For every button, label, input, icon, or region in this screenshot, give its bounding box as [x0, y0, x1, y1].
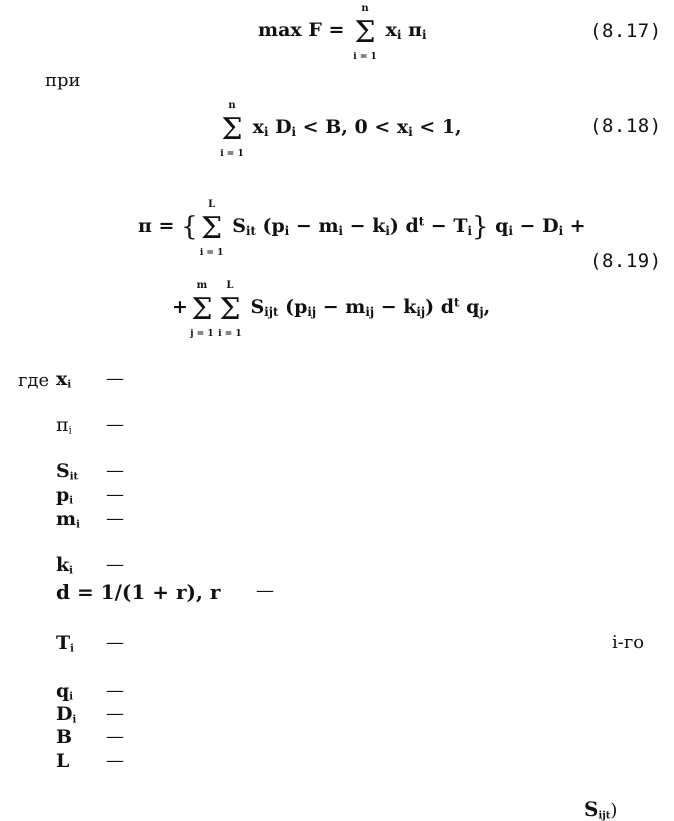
- text-i-go: i-го: [612, 632, 645, 653]
- definition-dash: —: [106, 554, 124, 575]
- definition-row: $k_i$: [56, 554, 73, 577]
- definition-row: $D_i$: [56, 703, 77, 726]
- definition-dash: —: [106, 508, 124, 529]
- definition-row: L: [56, 750, 70, 772]
- summation-sign: Σ L i = 1: [199, 199, 224, 258]
- definition-row: B: [56, 726, 73, 748]
- equation-8-19-line-2: + Σ m j = 1 Σ L i = 1 $S_{ijt}$ $(p_{ij} - m_{ij} - k_{ij})$ $d^t$ $q_j$,: [172, 280, 491, 339]
- definition-row: $m_i$: [56, 508, 80, 531]
- definition-row: $T_i$: [56, 632, 74, 655]
- definition-row: $q_i$: [56, 680, 74, 703]
- definition-dash: —: [106, 460, 124, 481]
- summation-sign: Σ m j = 1: [190, 280, 214, 339]
- definition-dash: —: [106, 368, 124, 389]
- definition-dash: —: [106, 680, 124, 701]
- summation-sign: Σ n i = 1: [220, 100, 244, 159]
- definition-row: $S_{it}$: [56, 460, 79, 483]
- equation-8-19-line-1: π = { Σ L i = 1 $S_{it}$ $(p_i - m_i - k_i) d^t - T_i$} $q_i - D_i$ +: [138, 199, 586, 258]
- eq17-pi: π: [408, 19, 422, 41]
- equation-number-8-18: (8.18): [590, 115, 662, 137]
- summation-sign: Σ L i = 1: [218, 280, 242, 339]
- definition-dash: —: [256, 580, 274, 601]
- word-pri: при: [45, 70, 81, 91]
- word-gde: где: [18, 370, 50, 391]
- s-ijt-reference: $S_{ijt}$): [584, 797, 618, 821]
- eq17-lhs: max F =: [258, 19, 345, 41]
- equation-number-8-17: (8.17): [590, 20, 662, 42]
- definition-dash: —: [106, 726, 124, 747]
- definition-row: $p_i$: [56, 484, 74, 507]
- equation-number-8-19: (8.19): [590, 250, 662, 272]
- definition-row: $x_i$: [56, 368, 72, 391]
- definition-dash: —: [106, 750, 124, 771]
- definition-dash: —: [106, 484, 124, 505]
- definition-row: d = 1/(1 + r), r: [56, 580, 221, 604]
- summation-sign: Σ n i = 1: [353, 3, 377, 62]
- equation-8-18: Σ n i = 1 $x_i$ $D_i < B$, $0 < x_i < 1$,: [218, 115, 462, 145]
- eq17-x: x: [385, 19, 397, 41]
- definition-dash: —: [106, 414, 124, 435]
- definition-dash: —: [106, 703, 124, 724]
- definition-row: $\pi_i$: [56, 414, 72, 437]
- equation-8-17: max F = Σ n i = 1 $x_i$ $\pi_i$: [258, 3, 427, 62]
- definition-dash: —: [106, 632, 124, 653]
